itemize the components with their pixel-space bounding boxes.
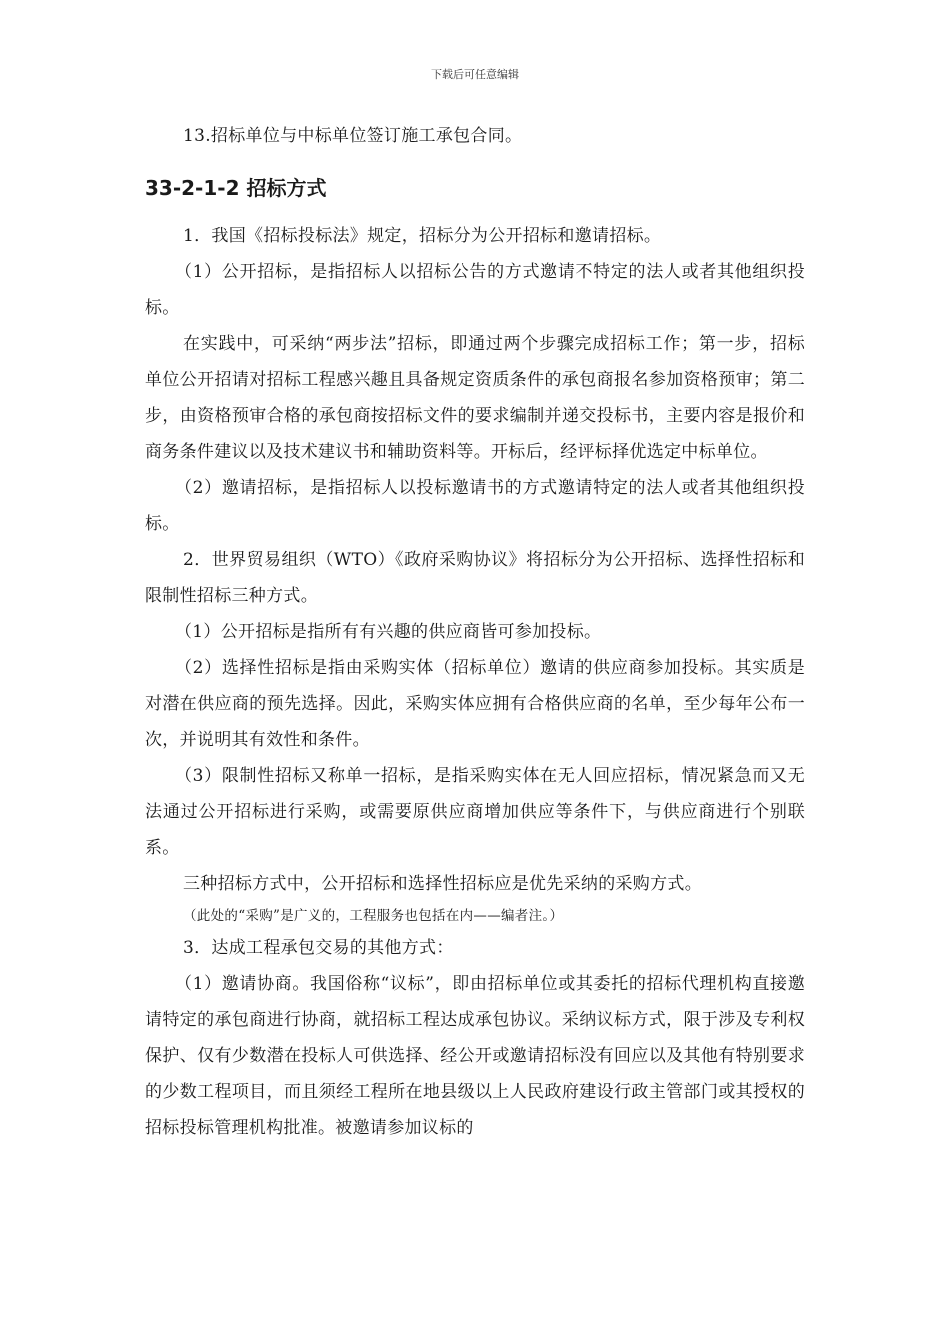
paragraph-editor-note: （此处的“采购”是广义的，工程服务也包括在内——编者注。）	[183, 908, 564, 924]
paragraph-open-tender-definition: （1）公开招标，是指招标人以招标公告的方式邀请不特定的法人或者其他组织投标。	[145, 262, 805, 318]
paragraph-other-methods: 3．达成工程承包交易的其他方式：	[183, 938, 454, 958]
paragraph-law: 1．我国《招标投标法》规定，招标分为公开招标和邀请招标。	[183, 226, 662, 246]
paragraph-invited-tender-definition: （2）邀请招标，是指招标人以投标邀请书的方式邀请特定的法人或者其他组织投标。	[145, 478, 805, 534]
paragraph-two-step-method: 在实践中，可采纳“两步法”招标，即通过两个步骤完成招标工作；第一步，招标单位公开招请对招标工程感兴趣且具备规定资质条件的承包商报名参加资格预审；第二步，由资格预审合格的承包商按招标文件的要求编制并递交投标书，主要内容是报价和商务条件建议以及技术建议书和辅助资料等。开标后，经评标择优选定中标单位。	[145, 334, 805, 462]
paragraph-contract: 13.招标单位与中标单位签订施工承包合同。	[183, 126, 523, 146]
section-heading: 33-2-1-2 招标方式	[145, 176, 327, 200]
document-body	[145, 118, 805, 1146]
paragraph-wto-selective: （2）选择性招标是指由采购实体（招标单位）邀请的供应商参加投标。其实质是对潜在供应商的预先选择。因此，采购实体应拥有合格供应商的名单，至少每年公布一次，并说明其有效性和条件。	[145, 658, 805, 750]
paragraph-negotiation: （1）邀请协商。我国俗称“议标”，即由招标单位或其委托的招标代理机构直接邀请特定的承包商进行协商，就招标工程达成承包协议。采纳议标方式，限于涉及专利权保护、仅有少数潜在投标人可供选择、经公开或邀请招标没有回应以及其他有特别要求的少数工程项目，而且须经工程所在地县级以上人民政府建设行政主管部门或其授权的招标投标管理机构批准。被邀请参加议标的	[145, 974, 805, 1138]
page-header: 下载后可任意编辑	[431, 68, 519, 81]
paragraph-wto-limited: （3）限制性招标又称单一招标，是指采购实体在无人回应招标，情况紧急而又无法通过公开招标进行采购，或需要原供应商增加供应等条件下，与供应商进行个别联系。	[145, 766, 805, 858]
paragraph-wto-agreement: 2．世界贸易组织（WTO）《政府采购协议》将招标分为公开招标、选择性招标和限制性招标三种方式。	[145, 550, 805, 606]
paragraph-wto-open: （1）公开招标是指所有有兴趣的供应商皆可参加投标。	[175, 622, 602, 642]
paragraph-priority: 三种招标方式中，公开招标和选择性招标应是优先采纳的采购方式。	[183, 874, 702, 894]
